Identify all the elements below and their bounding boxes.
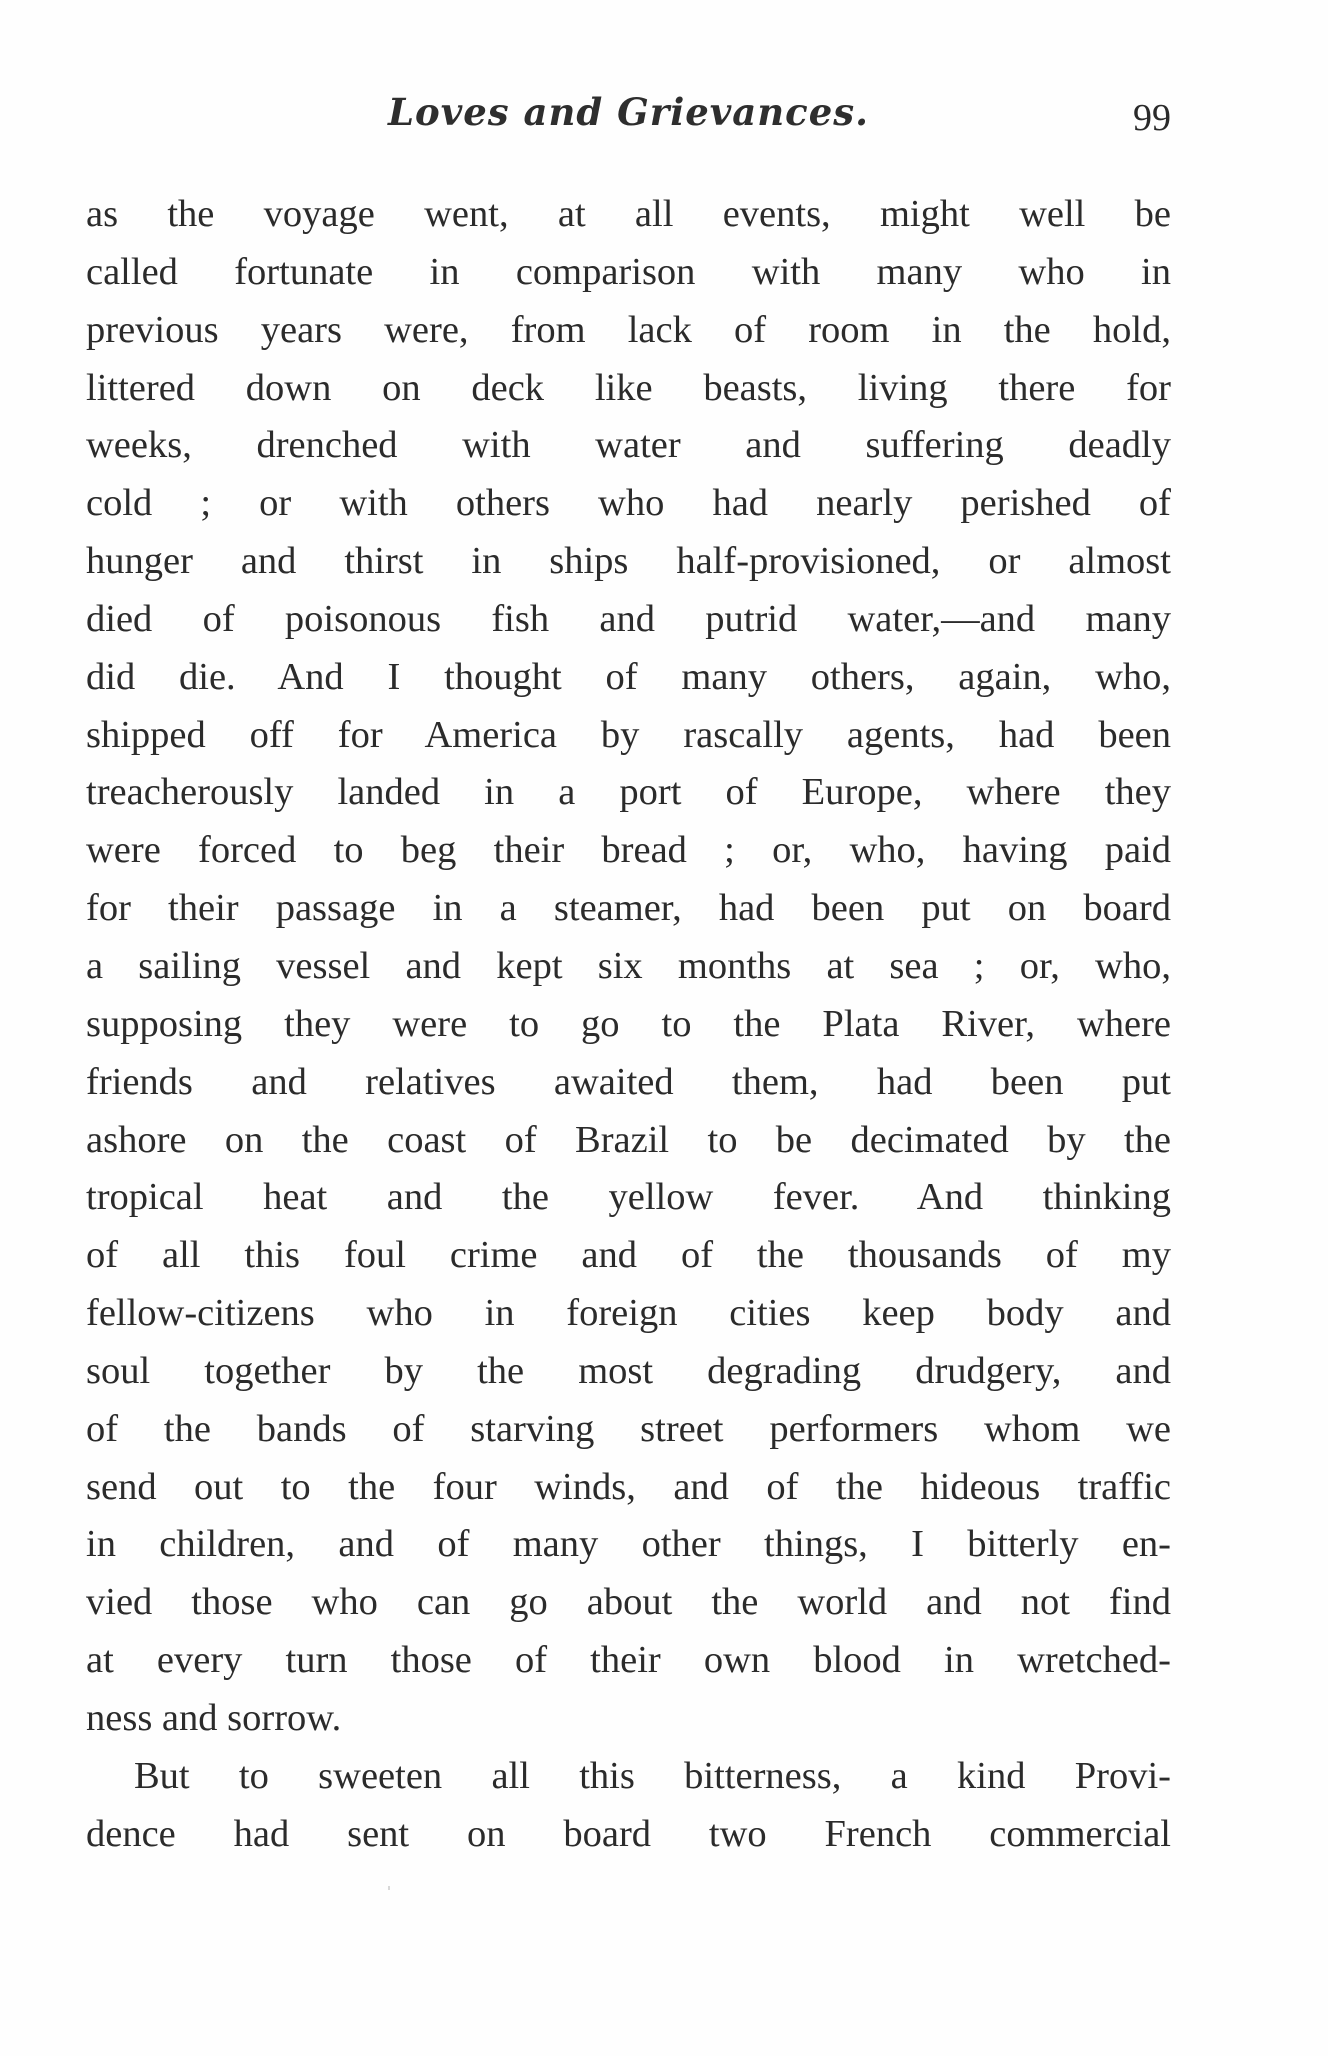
text-line: send out to the four winds, and of the hideous traffic	[86, 1465, 1171, 1508]
text-line: called fortunate in comparison with many who in	[86, 250, 1171, 293]
text-line: a sailing vessel and kept six months at sea ; or, who,	[86, 944, 1171, 987]
text-line: hunger and thirst in ships half-provisioned, or almost	[86, 540, 1171, 583]
page-number: 99	[1133, 97, 1171, 139]
body-text	[86, 186, 1171, 1863]
text-line: treacherously landed in a port of Europe, where they	[86, 771, 1171, 814]
text-line: previous years were, from lack of room in the hold,	[86, 308, 1171, 351]
text-line: dence had sent on board two French commercial	[86, 1812, 1171, 1855]
text-line: tropical heat and the yellow fever. And thinking	[86, 1176, 1171, 1219]
text-line: did die. And I thought of many others, again, who,	[86, 655, 1171, 698]
text-line: of the bands of starving street performers whom we	[86, 1407, 1171, 1450]
paragraph-start-line: But to sweeten all this bitterness, a kind Provi-	[134, 1754, 1171, 1797]
text-line: died of poisonous fish and putrid water,—and many	[86, 597, 1171, 640]
paper-speck	[388, 1886, 390, 1890]
text-line: friends and relatives awaited them, had been put	[86, 1060, 1171, 1103]
paragraph-end-line: ness and sorrow.	[86, 1696, 342, 1739]
text-line: shipped off for America by rascally agents, had been	[86, 713, 1171, 756]
text-line: of all this foul crime and of the thousands of my	[86, 1234, 1171, 1277]
running-header	[86, 88, 1171, 144]
text-line: weeks, drenched with water and suffering deadly	[86, 424, 1171, 467]
text-line: fellow-citizens who in foreign cities keep body and	[86, 1292, 1171, 1335]
text-line: as the voyage went, at all events, might well be	[86, 193, 1171, 235]
text-line: were forced to beg their bread ; or, who, having paid	[86, 829, 1171, 872]
text-line: ashore on the coast of Brazil to be decimated by the	[86, 1118, 1171, 1161]
text-line: in children, and of many other things, I bitterly en-	[86, 1523, 1171, 1566]
text-line: at every turn those of their own blood in wretched-	[86, 1639, 1171, 1682]
text-line: soul together by the most degrading drudgery, and	[86, 1349, 1171, 1392]
text-line: vied those who can go about the world and not find	[86, 1581, 1171, 1624]
running-title: Loves and Grievances.	[388, 90, 869, 134]
text-line: supposing they were to go to the Plata River, where	[86, 1002, 1171, 1045]
text-line: for their passage in a steamer, had been put on board	[86, 887, 1171, 930]
text-line: cold ; or with others who had nearly perished of	[86, 482, 1171, 525]
text-line: littered down on deck like beasts, living there for	[86, 366, 1171, 409]
